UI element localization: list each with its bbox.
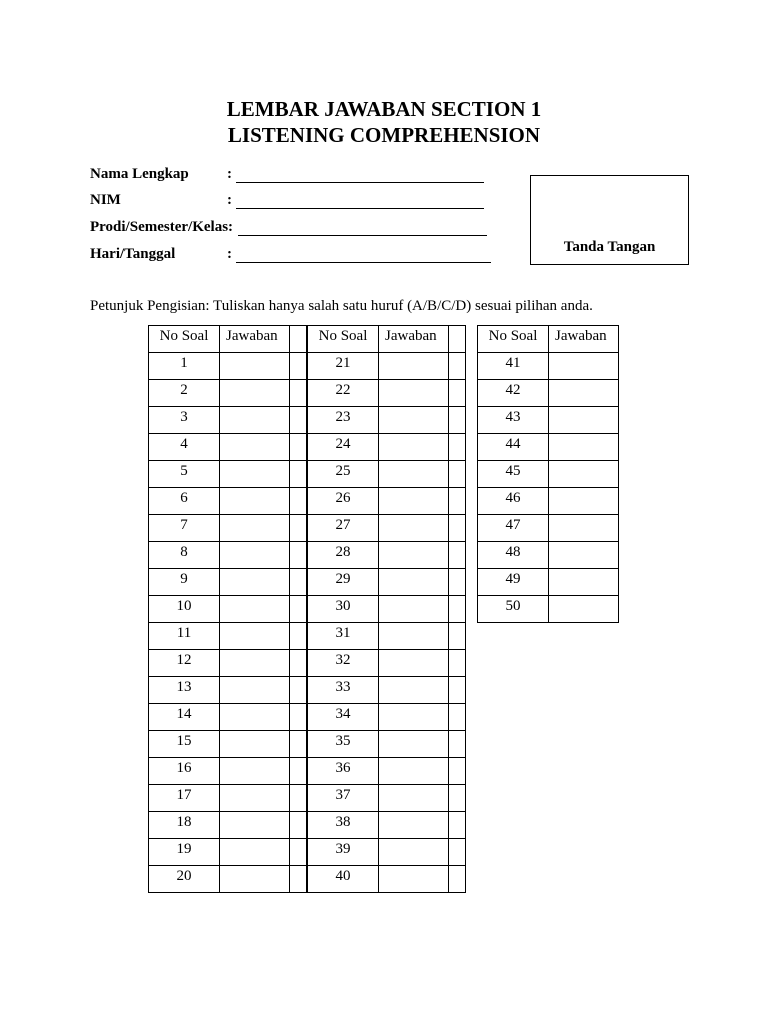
gap-cell [449,677,466,704]
header-jawaban: Jawaban [549,326,619,353]
gap-cell [449,380,466,407]
answer-table-41-50 [477,325,619,623]
question-number: 24 [308,434,379,461]
question-number: 3 [149,407,220,434]
gap-cell [449,434,466,461]
table-row [149,542,307,569]
answer-table-21-40 [307,325,466,893]
answer-cell[interactable] [220,704,290,731]
table-row [149,434,307,461]
question-number: 22 [308,380,379,407]
table-row [308,785,466,812]
table-row [308,353,466,380]
gap-cell [449,866,466,893]
answer-cell[interactable] [220,353,290,380]
gap-cell [290,407,307,434]
question-number: 34 [308,704,379,731]
gap-cell [290,461,307,488]
table-row [308,812,466,839]
hari-tanggal-blank[interactable] [236,262,491,263]
question-number: 19 [149,839,220,866]
field-label: Prodi/Semester/Kelas: [90,219,234,235]
header-no-soal: No Soal [478,326,549,353]
nama-lengkap-blank[interactable] [236,182,484,183]
signature-label: Tanda Tangan [563,239,656,255]
answer-cell[interactable] [379,866,449,893]
answer-cell[interactable] [220,569,290,596]
table-row [149,596,307,623]
answer-cell[interactable] [549,380,619,407]
question-number: 4 [149,434,220,461]
table-row [308,623,466,650]
header-no-soal: No Soal [308,326,379,353]
question-number: 10 [149,596,220,623]
table-row [149,380,307,407]
table-header-row [149,326,307,353]
question-number: 11 [149,623,220,650]
gap-cell [290,839,307,866]
question-number: 23 [308,407,379,434]
table-row [308,839,466,866]
table-row [308,380,466,407]
answer-cell[interactable] [220,434,290,461]
answer-cell[interactable] [220,596,290,623]
answer-cell[interactable] [379,839,449,866]
answer-cell[interactable] [379,623,449,650]
gap-cell [290,704,307,731]
table-row [308,758,466,785]
answer-cell[interactable] [220,758,290,785]
answer-cell[interactable] [220,677,290,704]
question-number: 2 [149,380,220,407]
table-row [308,704,466,731]
table-header-row [308,326,466,353]
table-header-row [478,326,619,353]
table-row [308,731,466,758]
gap-cell [449,812,466,839]
answer-cell[interactable] [549,488,619,515]
answer-cell[interactable] [379,434,449,461]
table-row [149,785,307,812]
header-no-soal: No Soal [149,326,220,353]
gap-cell [290,596,307,623]
answer-cell[interactable] [379,407,449,434]
gap-cell [449,353,466,380]
answer-cell[interactable] [549,596,619,623]
table-row [149,677,307,704]
field-colon: : [227,246,232,262]
gap-cell [290,380,307,407]
question-number: 40 [308,866,379,893]
field-label: Nama Lengkap [90,166,189,182]
instructions-text: Petunjuk Pengisian: Tuliskan hanya salah satu huruf (A/B/C/D) sesuai pilihan anda. [90,298,593,314]
header-jawaban: Jawaban [220,326,290,353]
gap-cell [449,596,466,623]
question-number: 33 [308,677,379,704]
table-row [308,461,466,488]
table-row [149,731,307,758]
question-number: 38 [308,812,379,839]
question-number: 25 [308,461,379,488]
question-number: 49 [478,569,549,596]
table-row [149,704,307,731]
answer-cell[interactable] [549,569,619,596]
question-number: 27 [308,515,379,542]
table-row [478,542,619,569]
question-number: 8 [149,542,220,569]
answer-cell[interactable] [379,569,449,596]
question-number: 44 [478,434,549,461]
question-number: 43 [478,407,549,434]
gap-cell [290,488,307,515]
answer-cell[interactable] [379,704,449,731]
question-number: 15 [149,731,220,758]
gap-cell [290,785,307,812]
table-row [308,596,466,623]
answer-cell[interactable] [220,866,290,893]
question-number: 28 [308,542,379,569]
question-number: 45 [478,461,549,488]
question-number: 30 [308,596,379,623]
table-row [149,866,307,893]
page-title-line-1: LEMBAR JAWABAN SECTION 1 [226,97,542,121]
signature-box[interactable] [530,175,689,265]
field-colon: : [227,166,232,182]
table-row [478,353,619,380]
question-number: 7 [149,515,220,542]
gap-cell [290,812,307,839]
gap-cell [290,515,307,542]
nim-blank[interactable] [236,208,484,209]
answer-table-1-20 [148,325,307,893]
gap-cell [290,542,307,569]
table-row [149,353,307,380]
table-row [308,569,466,596]
table-row [308,407,466,434]
question-number: 48 [478,542,549,569]
gap-cell [290,353,307,380]
question-number: 18 [149,812,220,839]
gap-cell [449,839,466,866]
question-number: 13 [149,677,220,704]
gap-cell [449,758,466,785]
answer-cell[interactable] [379,677,449,704]
question-number: 21 [308,353,379,380]
field-colon: : [227,192,232,208]
answer-cell[interactable] [549,407,619,434]
field-label: Hari/Tanggal [90,246,176,262]
answer-cell[interactable] [379,785,449,812]
answer-cell[interactable] [379,515,449,542]
question-number: 6 [149,488,220,515]
answer-cell[interactable] [379,380,449,407]
answer-cell[interactable] [220,461,290,488]
table-row [478,596,619,623]
table-row [308,488,466,515]
gap-cell [290,866,307,893]
answer-cell[interactable] [379,812,449,839]
gap-cell [449,461,466,488]
answer-cell[interactable] [220,488,290,515]
table-row [308,650,466,677]
prodi-semester-kelas-blank[interactable] [238,235,487,236]
question-number: 46 [478,488,549,515]
question-number: 29 [308,569,379,596]
gap-cell [449,785,466,812]
answer-cell[interactable] [379,488,449,515]
gap-cell [449,731,466,758]
question-number: 50 [478,596,549,623]
field-label: NIM [90,192,121,208]
gap-cell [449,650,466,677]
answer-cell[interactable] [549,542,619,569]
question-number: 5 [149,461,220,488]
table-row [308,515,466,542]
table-row [149,488,307,515]
question-number: 39 [308,839,379,866]
table-row [308,542,466,569]
question-number: 41 [478,353,549,380]
gap-cell [449,515,466,542]
gap-cell [290,434,307,461]
gap-cell [290,569,307,596]
answer-cell[interactable] [549,434,619,461]
question-number: 37 [308,785,379,812]
answer-cell[interactable] [220,839,290,866]
header-jawaban: Jawaban [379,326,449,353]
answer-cell[interactable] [220,812,290,839]
answer-cell[interactable] [379,542,449,569]
question-number: 12 [149,650,220,677]
question-number: 26 [308,488,379,515]
table-row [149,623,307,650]
answer-cell[interactable] [379,650,449,677]
table-row [149,650,307,677]
question-number: 1 [149,353,220,380]
question-number: 32 [308,650,379,677]
table-row [149,758,307,785]
answer-cell[interactable] [220,731,290,758]
gap-cell [449,542,466,569]
answer-cell[interactable] [549,353,619,380]
table-row [149,839,307,866]
question-number: 9 [149,569,220,596]
gap-cell [449,407,466,434]
page-title-line-2: LISTENING COMPREHENSION [227,123,541,147]
answer-cell[interactable] [220,407,290,434]
table-row [478,434,619,461]
table-row [149,515,307,542]
table-row [308,434,466,461]
gap-cell [449,569,466,596]
gap-cell [290,326,307,353]
question-number: 35 [308,731,379,758]
gap-cell [449,488,466,515]
question-number: 47 [478,515,549,542]
table-row [308,677,466,704]
table-row [478,515,619,542]
answer-cell[interactable] [379,461,449,488]
gap-cell [290,731,307,758]
question-number: 20 [149,866,220,893]
answer-cell[interactable] [220,623,290,650]
table-row [478,569,619,596]
table-row [478,488,619,515]
question-number: 36 [308,758,379,785]
table-row [478,407,619,434]
table-row [149,569,307,596]
question-number: 42 [478,380,549,407]
table-row [149,461,307,488]
gap-cell [449,326,466,353]
gap-cell [290,623,307,650]
gap-cell [290,758,307,785]
answer-cell[interactable] [379,353,449,380]
gap-cell [290,650,307,677]
answer-cell[interactable] [220,785,290,812]
answer-cell[interactable] [549,461,619,488]
answer-cell[interactable] [549,515,619,542]
table-row [149,407,307,434]
answer-cell[interactable] [379,731,449,758]
table-row [149,812,307,839]
question-number: 17 [149,785,220,812]
answer-cell[interactable] [220,542,290,569]
answer-cell[interactable] [220,380,290,407]
table-row [478,380,619,407]
question-number: 31 [308,623,379,650]
gap-cell [449,704,466,731]
table-row [308,866,466,893]
gap-cell [290,677,307,704]
table-row [478,461,619,488]
answer-cell[interactable] [379,758,449,785]
gap-cell [449,623,466,650]
answer-cell[interactable] [220,515,290,542]
question-number: 16 [149,758,220,785]
answer-cell[interactable] [220,650,290,677]
question-number: 14 [149,704,220,731]
answer-cell[interactable] [379,596,449,623]
